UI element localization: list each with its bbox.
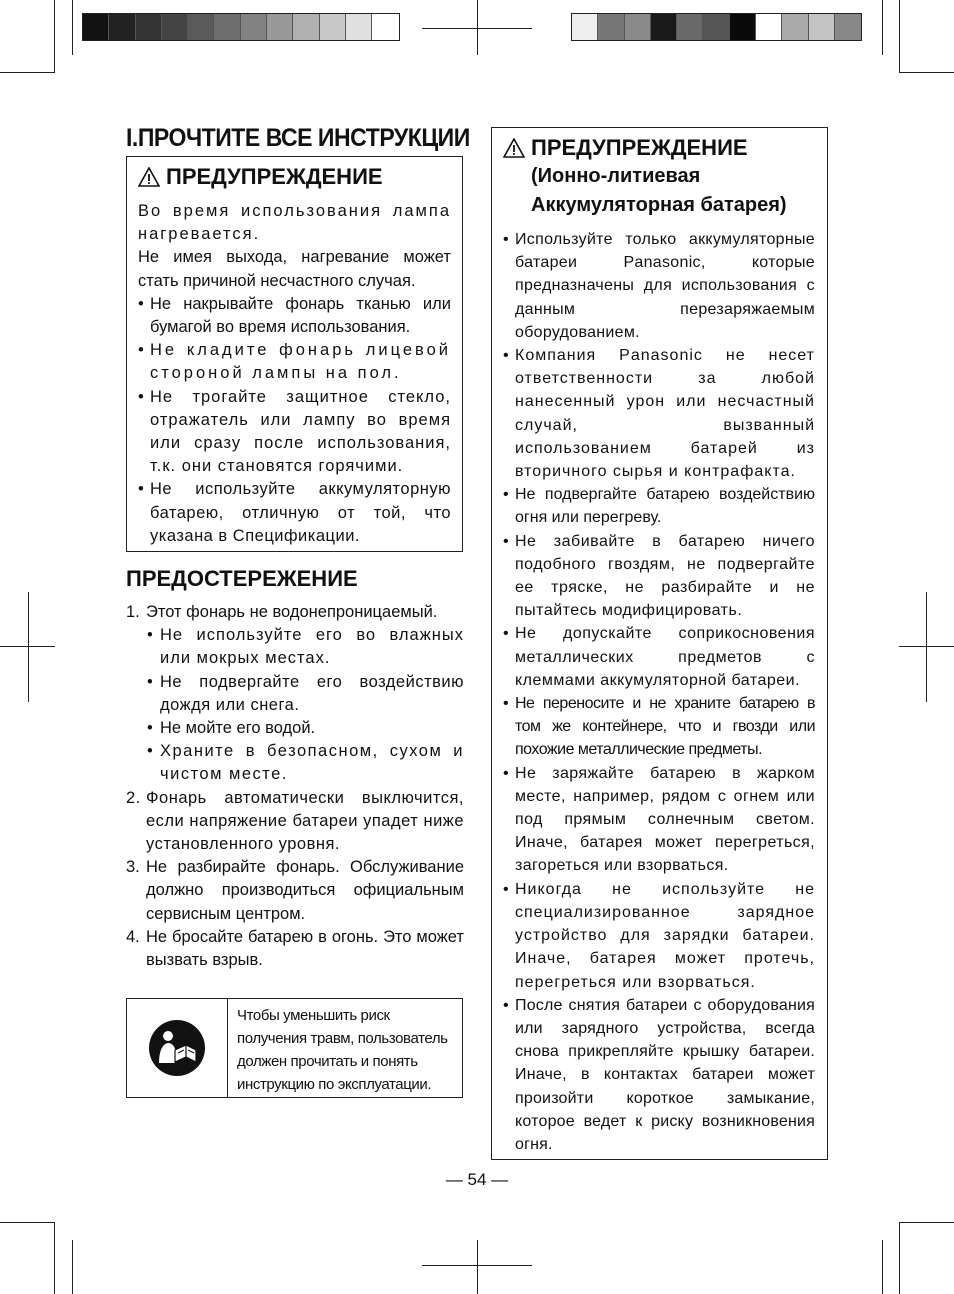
page-number: — 54 — (445, 1170, 509, 1189)
battery-bullet: • После снятия батареи с оборудования или зарядного устройства, всегда снова прикрепляйте крышку батареи. Иначе, в контактах батареи может произойти короткое замыкание, которое ведет к риску возникновения огня. (503, 994, 815, 1156)
read-manual-icon (148, 1019, 206, 1077)
battery-bullet: • Не подвергайте батарею воздействию огня или перегреву. (503, 483, 815, 529)
read-manual-notice (126, 998, 463, 1098)
caution-subitem: • Не используйте его во влажных или мокрых местах. (126, 624, 464, 670)
color-swatch (703, 14, 729, 40)
color-calibration-bar-right (571, 13, 862, 41)
color-swatch (782, 14, 808, 40)
warning-paragraph: Во время использования лампа нагревается. (138, 202, 451, 244)
color-swatch (809, 14, 835, 40)
color-swatch (677, 14, 703, 40)
warning-bullet: • Не трогайте защитное стекло, отражатель или лампу во время или сразу после использования, т.к. они становятся горячими. (138, 386, 451, 479)
color-swatch (756, 14, 782, 40)
color-swatch (372, 14, 398, 40)
caution-list (126, 601, 464, 972)
color-swatch (651, 14, 677, 40)
color-swatch (109, 14, 135, 40)
battery-bullet: • Не переносите и не храните батарею в том же контейнере, что и гвозди или похожие металлические предметы. (503, 692, 815, 762)
color-swatch (730, 14, 756, 40)
color-swatch (346, 14, 372, 40)
warning-title (138, 164, 451, 190)
battery-warning-title (503, 133, 815, 220)
notice-line: должен прочитать и понять (237, 1053, 418, 1070)
caution-subitem: • Храните в безопасном, сухом и чистом месте. (126, 740, 464, 786)
battery-bullet: • Используйте только аккумуляторные батареи Panasonic, которые предназначены для использования с данным перезаряжаемым оборудованием. (503, 228, 815, 344)
caution-heading: ПРЕДОСТЕРЕЖЕНИЕ (126, 566, 358, 591)
caution-item: 2. Фонарь автоматически выключится, если напряжение батареи упадет ниже установленного уровня. (126, 788, 464, 854)
color-swatch (293, 14, 319, 40)
color-swatch (598, 14, 624, 40)
caution-item: 3. Не разбирайте фонарь. Обслуживание должно производиться официальным сервисным центром. (126, 858, 464, 923)
color-swatch (214, 14, 240, 40)
color-swatch (162, 14, 188, 40)
warning-triangle-icon (138, 167, 160, 187)
notice-line: Чтобы уменьшить риск (237, 1007, 390, 1024)
battery-bullet: • Никогда не используйте не специализированное зарядное устройство для зарядки батареи. Иначе, батарея может протечь, перегреться или взорваться. (503, 878, 815, 994)
color-swatch (625, 14, 651, 40)
battery-warning-title-line: Аккумуляторная батарея) (531, 194, 787, 216)
warning-bullet: • Не накрывайте фонарь тканью или бумагой во время использования. (138, 293, 451, 339)
warning-paragraph: Не имея выхода, нагревание может стать причиной несчастного случая. (138, 248, 451, 290)
color-swatch (267, 14, 293, 40)
battery-warning-box (491, 127, 828, 1160)
battery-bullet: • Не допускайте соприкосновения металлических предметов с клеммами аккумуляторной батареи. (503, 622, 815, 692)
color-swatch (320, 14, 346, 40)
color-swatch (83, 14, 109, 40)
warning-bullet: • Не используйте аккумуляторную батарею, отличную от той, что указана в Спецификации. (138, 478, 451, 548)
warning-title-text: ПРЕДУПРЕЖДЕНИЕ (166, 164, 383, 189)
color-calibration-bar-left (82, 13, 400, 41)
warning-bullet: • Не кладите фонарь лицевой стороной лампы на пол. (138, 339, 451, 385)
battery-warning-title-line: (Ионно-литиевая (531, 165, 701, 187)
caution-item: 4. Не бросайте батарею в огонь. Это может вызвать взрыв. (126, 927, 464, 970)
warning-box (126, 156, 463, 552)
color-swatch (188, 14, 214, 40)
notice-line: получения травм, пользователь (237, 1030, 448, 1047)
battery-bullet: • Не заряжайте батарею в жарком месте, например, рядом с огнем или под прямым солнечным светом. Иначе, батарея может перегреться, загореться или взорваться. (503, 762, 815, 878)
battery-warning-title-line: ПРЕДУПРЕЖДЕНИЕ (531, 135, 748, 160)
battery-bullet: • Не забивайте в батарею ничего подобного гвоздям, не подвергайте ее тряске, не разбирайте и не пытайтесь модифицировать. (503, 530, 815, 623)
caution-subitem: • Не подвергайте его воздействию дождя или снега. (126, 671, 464, 717)
notice-line: инструкцию по эксплуатации. (237, 1076, 432, 1093)
color-swatch (241, 14, 267, 40)
caution-item: 1. Этот фонарь не водонепроницаемый. (126, 603, 438, 621)
caution-subitem: • Не мойте его водой. (126, 717, 464, 740)
color-swatch (835, 14, 861, 40)
section-heading: I.ПРОЧТИТЕ ВСЕ ИНСТРУКЦИИ (126, 124, 470, 152)
color-swatch (136, 14, 162, 40)
color-swatch (572, 14, 598, 40)
warning-triangle-icon (503, 138, 525, 158)
battery-bullet: • Компания Panasonic не несет ответственности за любой нанесенный урон или несчастный случай, вызванный использованием батарей из вторичного сырья и контрафакта. (503, 344, 815, 483)
